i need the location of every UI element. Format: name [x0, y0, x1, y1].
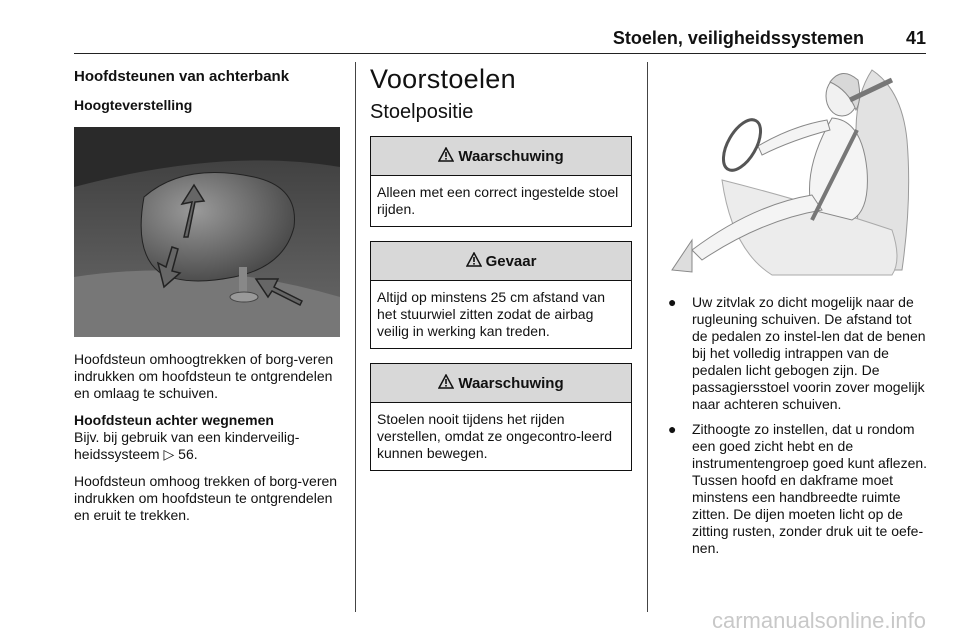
- watermark: carmanualsonline.info: [711, 608, 926, 633]
- warning-heading: Waarschuwing: [458, 374, 564, 392]
- list-item-text: Zithoogte zo instellen, dat u rondom een goed zicht hebt en de instrumentengroep goed kunt aflezen. Tussen hoofd en dakframe moet minstens een handbreedte ruimte zitten. De dijen moeten licht op de zitting rusten, zonder druk uit te oefe-nen.: [692, 421, 928, 556]
- warning-triangle-icon: [438, 147, 454, 166]
- para-child-seat: [74, 429, 340, 463]
- page-header: [74, 26, 926, 52]
- warning-triangle-icon: [438, 374, 454, 393]
- warning-triangle-icon: [466, 252, 482, 271]
- warning-box-header: [371, 364, 631, 403]
- list-item-text: Uw zitvlak zo dicht mogelijk naar de rugleuning schuiven. De afstand tot de pedalen zo instel-len dat de benen bij het volledig intrappen van de pedalen licht gebogen zijn. De passagiersstoel voorin zover mogelijk naar achteren schuiven.: [692, 294, 926, 412]
- column-divider-1: [355, 62, 356, 612]
- para-adjust: Hoofdsteun omhoogtrekken of borg-veren indrukken om hoofdsteun te ontgrendelen en omlaag te schuiven.: [74, 351, 334, 401]
- column-left: [74, 60, 340, 534]
- bullet-dot-icon: ●: [668, 421, 677, 437]
- para-child-seat-text: Bijv. bij gebruik van een kinderveilig-heidssysteem: [74, 429, 300, 462]
- seat-instructions-list: [662, 294, 928, 557]
- list-item: [662, 294, 928, 413]
- warning-box-header: [371, 137, 631, 176]
- seat-position-title: Stoelpositie: [370, 101, 474, 123]
- column-right: [662, 60, 928, 565]
- page-number: 41: [905, 28, 926, 48]
- warning-text: Alleen met een correct ingestelde stoel rijden.: [377, 184, 619, 217]
- warning-heading: Waarschuwing: [458, 147, 564, 165]
- column-divider-2: [647, 62, 648, 612]
- header-title: Stoelen, veiligheidssystemen: [612, 28, 864, 48]
- section-title: Hoofdsteunen van achterbank: [74, 68, 290, 85]
- danger-heading: Gevaar: [485, 252, 537, 270]
- danger-box-header: [371, 242, 631, 281]
- headrest-illustration: [74, 127, 340, 337]
- headrest-image: [74, 127, 340, 337]
- page-ref[interactable]: 56.: [178, 446, 198, 462]
- sub-heading-remove: Hoofdsteun achter wegnemen: [74, 412, 274, 428]
- danger-box: [370, 241, 632, 349]
- arrow-ref-icon: ▷: [163, 446, 175, 462]
- para-remove: Hoofdsteun omhoog trekken of borg-veren indrukken om hoofdsteun te ontgrendelen en eruit te trekken.: [74, 473, 338, 523]
- driver-seat-image: [662, 60, 928, 278]
- subsection-title: Hoogteverstelling: [74, 97, 193, 113]
- front-seats-title: Voorstoelen: [370, 64, 516, 94]
- seat-position-illustration: [662, 60, 928, 278]
- list-item: [662, 421, 928, 557]
- column-middle: [370, 60, 632, 485]
- danger-text: Altijd op minstens 25 cm afstand van het stuurwiel zitten zodat de airbag veilig in werking kan treden.: [377, 289, 606, 339]
- warning-box-2: [370, 363, 632, 471]
- warning-text: Stoelen nooit tijdens het rijden verstellen, omdat ze ongecontro-leerd kunnen bewegen.: [377, 411, 613, 461]
- warning-box-1: [370, 136, 632, 227]
- bullet-dot-icon: ●: [668, 294, 677, 310]
- header-rule: [74, 53, 926, 54]
